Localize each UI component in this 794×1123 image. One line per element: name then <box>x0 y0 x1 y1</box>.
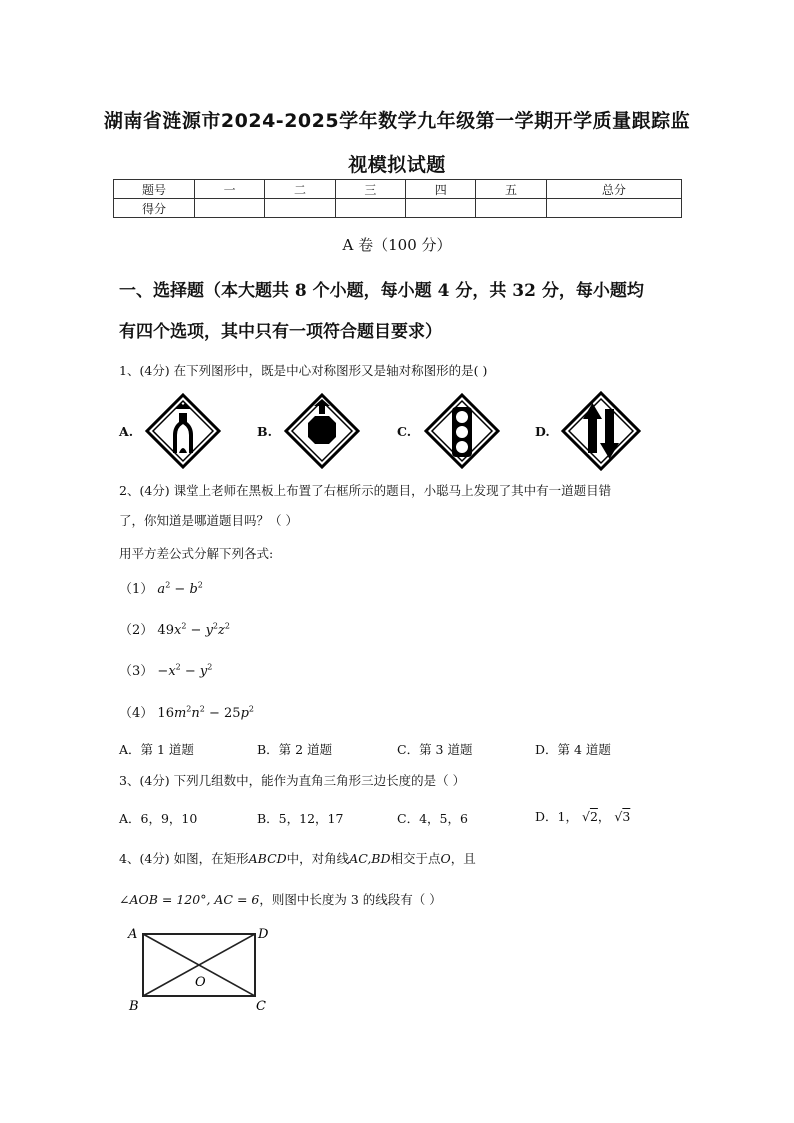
q4-math: O <box>440 851 451 866</box>
table-cell <box>265 199 335 218</box>
q1-option-a: A. <box>119 424 134 439</box>
q2-item-3-formula: $-x^2 - y^2$ <box>157 662 213 679</box>
table-cell: 五 <box>476 180 546 199</box>
road-merge-sign-icon <box>145 393 221 469</box>
table-cell: 二 <box>265 180 335 199</box>
q2-item-4-label: （4） <box>119 706 154 721</box>
q2-item-2-label: （2） <box>119 623 154 638</box>
title-line-1: 湖南省涟源市2024-2025学年数学九年级第一学期开学质量跟踪监 <box>103 110 691 132</box>
section-heading-line-2: 有四个选项，其中只有一项符合题目要求） <box>119 322 442 342</box>
two-way-traffic-sign-icon <box>561 391 641 471</box>
q1-stem: 1、(4分) 在下列图形中，既是中心对称图形又是轴对称图形的是( ) <box>119 363 488 378</box>
q1-option-d: D. <box>535 424 550 439</box>
q2-item-4-formula: $16m^2n^2 - 25p^2$ <box>157 704 254 721</box>
score-table-header-row <box>114 180 682 199</box>
table-cell <box>195 199 265 218</box>
sqrt3: √3 <box>614 809 631 824</box>
figure-label-c: C <box>256 999 266 1014</box>
table-cell <box>406 199 476 218</box>
q2-item-2 <box>119 619 230 638</box>
q2-stem-line-1: 2、(4分) 课堂上老师在黑板上布置了右框所示的题目，小聪马上发现了其中有一道题目错 <box>119 483 612 498</box>
score-table-score-row <box>114 199 682 218</box>
q2-option-a: A．第 1 道题 <box>119 742 194 757</box>
figure-label-o: O <box>195 975 206 990</box>
q4-math: ABCD <box>248 851 287 866</box>
q4-line2-text: ，则图中长度为 3 的线段有（ ） <box>259 892 442 907</box>
q2-intro: 用平方差公式分解下列各式: <box>119 546 274 561</box>
q4-text: 相交于点 <box>390 851 441 866</box>
q4-math: AC,BD <box>349 851 391 866</box>
q3-stem: 3、(4分) 下列几组数中，能作为直角三角形三边长度的是（ ） <box>119 773 466 788</box>
q1-option-b: B. <box>257 424 272 439</box>
q1-option-c: C. <box>397 424 412 439</box>
q2-item-4 <box>119 702 254 721</box>
figure-label-d: D <box>258 927 269 942</box>
q3-option-a: A．6，9，10 <box>119 811 198 826</box>
section-heading-line-1: 一、选择题（本大题共 8 个小题，每小题 4 分，共 32 分，每小题均 <box>119 281 644 301</box>
q3-option-d-label: D．1， <box>535 809 578 824</box>
q3-option-b: B．5，12，17 <box>257 811 344 826</box>
q2-item-3-label: （3） <box>119 664 154 679</box>
q4-text: ，且 <box>450 851 476 866</box>
q2-item-2-formula: $49x^2 - y^2z^2$ <box>157 621 230 638</box>
q4-stem-line-2 <box>119 890 442 908</box>
q2-stem-line-2: 了，你知道是哪道题目吗？（ ） <box>119 513 298 528</box>
q4-line2-math: ∠AOB = 120°, AC = 6 <box>119 892 260 907</box>
q2-option-c: C．第 3 道题 <box>397 742 473 757</box>
q4-text: 中，对角线 <box>286 851 350 866</box>
q2-item-1 <box>119 578 203 597</box>
sqrt2: √2 <box>581 809 598 824</box>
stop-ahead-sign-icon <box>284 393 360 469</box>
q4-text: 4、(4分) 如图，在矩形 <box>119 851 249 866</box>
q2-item-1-formula: $a^2 - b^2$ <box>157 580 203 597</box>
figure-label-b: B <box>129 999 139 1014</box>
q3-option-d: D．1， √2， √3 <box>535 809 631 824</box>
volume-heading: A 卷（100 分） <box>342 236 452 254</box>
title-line-2: 视模拟试题 <box>348 154 446 176</box>
q4-stem-line-1 <box>119 849 476 867</box>
figure-label-a: A <box>128 927 138 942</box>
traffic-light-sign-icon <box>424 393 500 469</box>
table-cell: 题号 <box>114 180 195 199</box>
score-table <box>113 179 682 218</box>
q3-option-c: C．4，5，6 <box>397 811 468 826</box>
q2-item-1-label: （1） <box>119 582 154 597</box>
table-cell: 一 <box>195 180 265 199</box>
table-cell: 三 <box>335 180 405 199</box>
table-cell: 总分 <box>546 180 681 199</box>
table-cell: 得分 <box>114 199 195 218</box>
table-cell <box>335 199 405 218</box>
table-cell <box>476 199 546 218</box>
q2-option-d: D．第 4 道题 <box>535 742 611 757</box>
table-cell <box>546 199 681 218</box>
rectangle-diagonals-figure <box>125 920 275 1015</box>
q2-item-3 <box>119 660 212 679</box>
table-cell: 四 <box>406 180 476 199</box>
q2-option-b: B．第 2 道题 <box>257 742 333 757</box>
